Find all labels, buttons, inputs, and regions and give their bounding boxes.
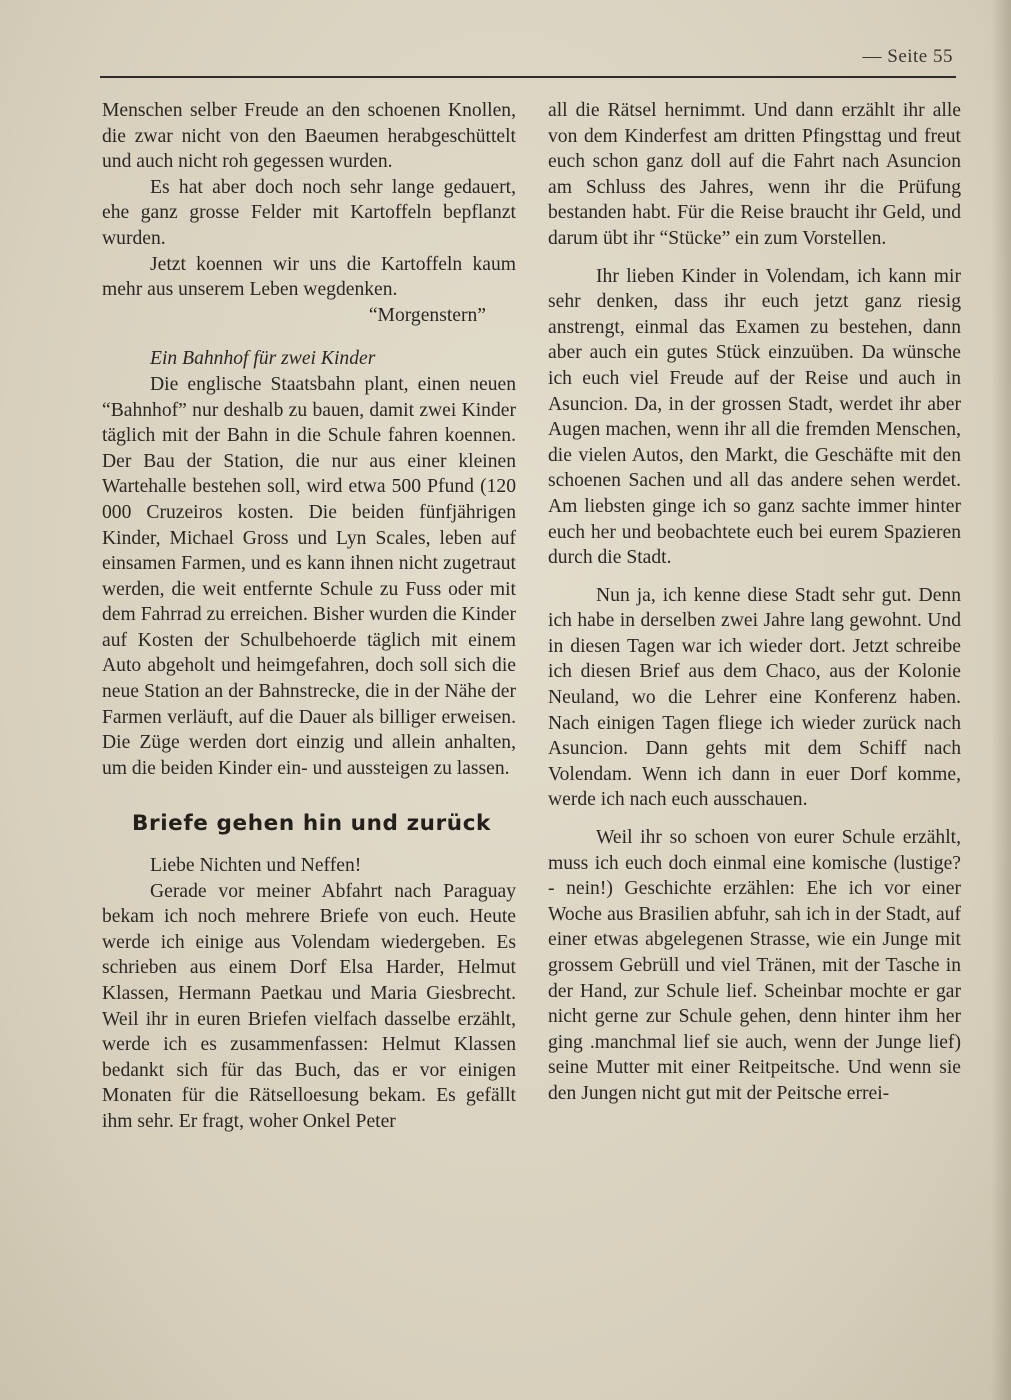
paragraph-letter-3: Ihr lieben Kinder in Volendam, ich kann mir sehr denken, dass ihr euch jetzt ganz riesig anstrengt, einmal das Examen zu bestehen, dann aber auch ein gutes Stück einzuüben. Da wünsche ich euch viel Freude auf der Reise und auch in Asuncion. Da, in der grossen Stadt, werdet ihr aber Augen machen, wenn ihr all die fremden Menschen, die vielen Autos, den Markt, die Geschäfte mit den schoenen Sachen und all das andere sehen werdet. Am liebsten ginge ich so ganz sachte immer hinter euch her und beobachtete euch bei eurem Spazieren durch die Stadt.: [548, 265, 961, 569]
left-column: [102, 98, 516, 1135]
right-column: [548, 98, 961, 1107]
paragraph-potatoes-1: Menschen selber Freude an den schoenen Knollen, die zwar nicht von den Baeumen herabgeschüttelt und auch nicht roh gegessen wurden.: [102, 100, 516, 173]
paragraph-letter-4: Nun ja, ich kenne diese Stadt sehr gut. Denn ich habe in derselben zwei Jahre lang gewohnt. Und in diesen Tagen war ich wieder dort. Jetzt schreibe ich diesen Brief aus dem Chaco, aus der Kolonie Neuland, wo die Lehrer eine Konferenz haben. Nach einigen Tagen fliege ich wieder zurück nach Asuncion. Dann gehts mit dem Schiff nach Volendam. Wenn ich dann in euer Dorf komme, werde ich nach euch ausschauen.: [548, 584, 961, 811]
page-edge-shadow: [991, 0, 1011, 1400]
section-title: Briefe gehen hin und zurück: [132, 811, 491, 837]
page-number-header: — Seite 55: [862, 46, 953, 67]
paragraph-potatoes-3-text: Jetzt koennen wir uns die Kartoffeln kaum mehr aus unserem Leben wegdenken.: [102, 253, 516, 301]
paragraph-potatoes-2: Es hat aber doch noch sehr lange gedauert, ehe ganz grosse Felder mit Kartoffeln bepflanzt wurden.: [102, 176, 516, 249]
article-subhead: Ein Bahnhof für zwei Kinder: [150, 348, 376, 370]
article-signature: “Morgenstern”: [368, 304, 486, 326]
header-rule: [100, 76, 956, 78]
paragraph-letter-1: Gerade vor meiner Abfahrt nach Paraguay bekam ich noch mehrere Briefe von euch. Heute werde ich einige aus Volendam wiedergeben. Es schrieben aus einem Dorf Elsa Harder, Helmut Klassen, Hermann Paetkau und Maria Giesbrecht. Weil ihr in euren Briefen vielfach dasselbe erzählt, werde ich es zusammenfassen: Helmut Klassen bedankt sich für das Buch, das er vor einigen Monaten für die Rätselloesung bekam. Es gefällt ihm sehr. Er fragt, woher Onkel Peter: [102, 880, 516, 1132]
paragraph-potatoes-3: [102, 252, 516, 303]
signature-spacer: [102, 303, 107, 329]
paragraph-letter-2: all die Rätsel hernimmt. Und dann erzählt ihr alle von dem Kinderfest am dritten Pfingsttag und freut euch schon ganz doll auf die Fahrt nach Asuncion am Schluss des Jahres, wenn ihr die Prüfung bestanden habt. Für die Reise braucht ihr Geld, und darum übt ihr “Stücke” ein zum Vorstellen.: [548, 100, 961, 249]
paragraph-letter-5: Weil ihr so schoen von eurer Schule erzählt, muss ich euch doch einmal eine komische (lustige? - nein!) Geschichte erzählen: Ehe ich vor einer Woche aus Brasilien abfuhr, sah ich in der Stadt, auf einer etwas abgelegenen Strasse, wie ein Junge mit grossem Gebrüll und viel Tränen, mit der Tasche in der Hand, zur Schule lief. Scheinbar mochte er gar nicht gerne zur Schule gehen, denn hinter ihm her ging .manchmal lief sie auch, wenn der Junge lief) seine Mutter mit einer Reitpeitsche. Und wenn sie den Jungen nicht gut mit der Peitsche errei-: [548, 827, 961, 1104]
signature-line: [102, 303, 516, 329]
paragraph-bahnhof: Die englische Staatsbahn plant, einen neuen “Bahnhof” nur deshalb zu bauen, damit zwei Kinder täglich mit der Bahn in die Schule fahren koennen. Der Bau der Station, die nur aus einer kleinen Wartehalle bestehen soll, wird etwa 500 Pfund (120 000 Cruzeiros kosten. Die beiden fünfjährigen Kinder, Michael Gross und Lyn Scales, leben auf einsamen Farmen, und es kann ihnen nicht zugetraut werden, die weit entfernte Schule zu Fuss oder mit dem Fahrrad zu erreichen. Bisher wurden die Kinder auf Kosten der Schulbehoerde täglich mit einem Auto abgeholt und heimgefahren, doch soll sich die neue Station an der Bahnstrecke, die in der Nähe der Farmen verläuft, auf die Dauer als billiger erweisen. Die Züge werden dort einzig und allein anhalten, um die beiden Kinder ein- und aussteigen zu lassen.: [102, 373, 516, 779]
letter-salutation: Liebe Nichten und Neffen!: [150, 855, 362, 877]
